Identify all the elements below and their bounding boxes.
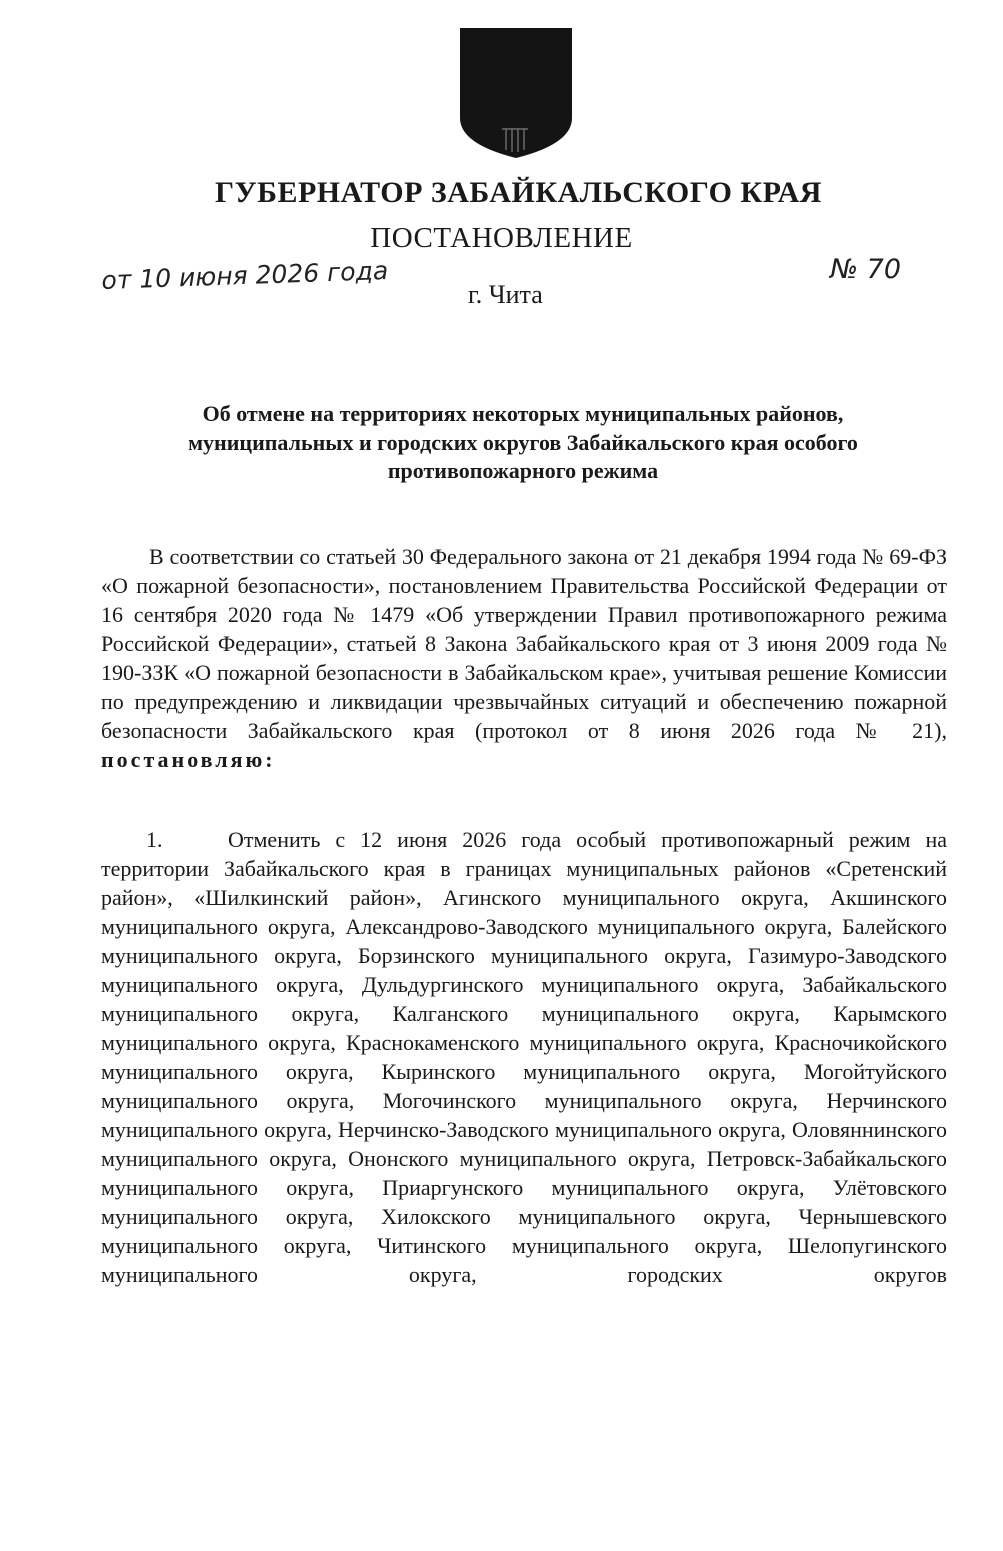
handwritten-date: от 10 июня 2026 года	[100, 256, 389, 295]
document-subject	[100, 400, 946, 486]
date-city-number-line	[98, 254, 938, 314]
coat-of-arms-emblem	[458, 26, 574, 160]
handwritten-document-number: № 70	[830, 254, 902, 285]
item-number: 1.	[146, 827, 163, 852]
authority-title: ГУБЕРНАТОР ЗАБАЙКАЛЬСКОГО КРАЯ	[215, 176, 822, 209]
item-text: Отменить с 12 июня 2026 года особый противопожарный режим на территории Забайкальского края в границах муниципальных районов «Сретенский район», «Шилкинский район», Агинского муниципального округа, Акшинского муниципального округа, Александрово-Заводского муниципального округа, Балейского муниципального округа, Борзинского муниципального округа, Газимуро-Заводского муниципального округа, Дульдургинского муниципального округа, Забайкальского муниципального округа, Калганского муниципального округа, Карымского муниципального округа, Краснокаменского муниципального округа, Красночикойского муниципального округа, Кыринского муниципального округа, Могойтуйского муниципального округа, Могочинского муниципального округа, Нерчинского муниципального округа, Нерчинско-Заводского муниципального округа, Оловяннинского муниципального округа, Ононского муниципального округа, Петровск-Забайкальского муниципального округа, Приаргунского муниципального округа, Улётовского муниципального округа, Хилокского муниципального округа, Чернышевского муниципального округа, Читинского муниципального округа, Шелопугинского муниципального округа, городских округов	[101, 827, 947, 1287]
preamble-paragraph	[101, 542, 947, 774]
subject-line: противопожарного режима	[387, 458, 659, 483]
preamble-text: В соответствии со статьей 30 Федерального закона от 21 декабря 1994 года № 69-ФЗ «О пожарной безопасности», постановлением Правительства Российской Федерации от 16 сентября 2020 года № 1479 «Об утверждении Правил противопожарного режима Российской Федерации», статьей 8 Закона Забайкальского края от 3 июня 2009 года № 190-ЗЗК «О пожарной безопасности в Забайкальском крае», учитывая решение Комиссии по предупреждению и ликвидации чрезвычайных ситуаций и обеспечению пожарной безопасности Забайкальского края (протокол от 8 июня 2026 года № 21),	[101, 544, 947, 743]
city-name: г. Чита	[468, 280, 543, 309]
subject-line: муниципальных и городских округов Забайкальского края особого	[188, 429, 858, 455]
decree-word: постановляю:	[101, 747, 276, 772]
document-type: ПОСТАНОВЛЕНИЕ	[370, 222, 633, 254]
subject-line: Об отмене на территориях некоторых муниципальных районов,	[202, 401, 844, 426]
item-paragraph	[101, 825, 947, 1289]
